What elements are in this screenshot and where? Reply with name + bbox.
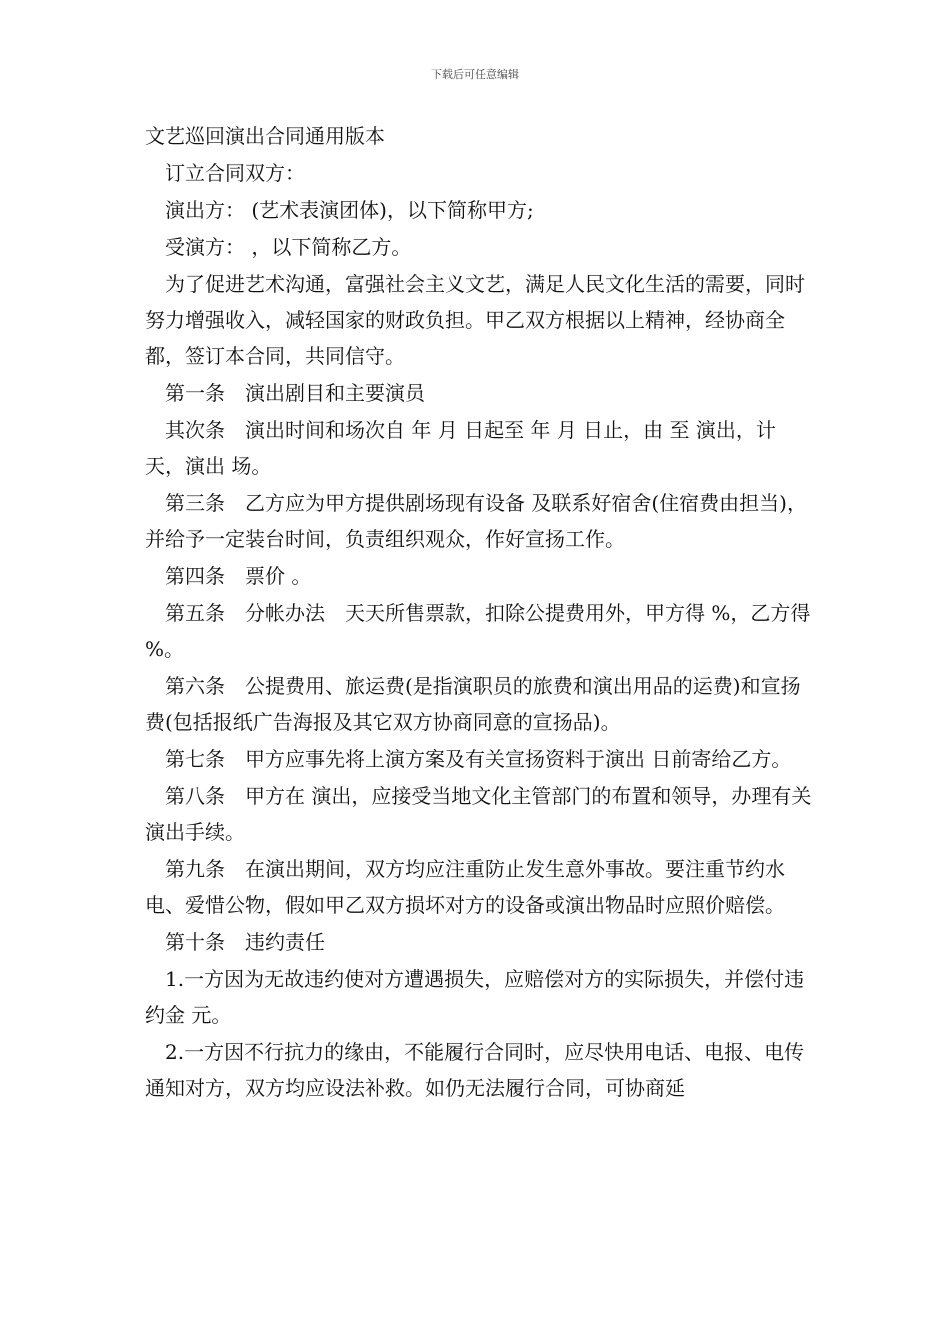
article-3: 第三条 乙方应为甲方提供剧场现有设备 及联系好宿舍(住宿费由担当)，并给予一定装台时间，负责组织观众，作好宣扬工作。 — [145, 491, 807, 551]
clause-10-1: 1.一方因为无故违约使对方遭遇损失，应赔偿对方的实际损失，并偿付违约金 元。 — [145, 967, 805, 1027]
paragraph-preamble: 为了促进艺术沟通，富强社会主义文艺，满足人民文化生活的需要，同时努力增强收入，减轻国家的财政负担。甲乙双方根据以上精神，经协商全都，签订本合同，共同信守。 — [145, 272, 805, 368]
article-9: 第九条 在演出期间，双方均应注重防止发生意外事故。要注重节约水电、爱惜公物，假如甲乙双方损坏对方的设备或演出物品时应照价赔偿。 — [145, 857, 785, 917]
article-1: 第一条 演出剧目和主要演员 — [165, 381, 425, 405]
article-2: 其次条 演出时间和场次自 年 月 日起至 年 月 日止，由 至 演出，计 天，演出 场。 — [145, 418, 776, 478]
page-header-note: 下载后可任意编辑 — [431, 68, 519, 81]
document-body — [145, 118, 815, 1107]
article-7: 第七条 甲方应事先将上演方案及有关宣扬资料于演出 日前寄给乙方。 — [165, 747, 792, 771]
article-4: 第四条 票价 。 — [165, 564, 312, 588]
paragraph-performer: 演出方： (艺术表演团体)，以下简称甲方; — [165, 198, 534, 222]
article-6: 第六条 公提费用、旅运费(是指演职员的旅费和演出用品的运费)和宣扬费(包括报纸广告海报及其它双方协商同意的宣扬品)。 — [145, 674, 801, 734]
clause-10-2: 2.一方因不行抗力的缘由，不能履行合同时，应尽快用电话、电报、电传通知对方，双方均应设法补救。如仍无法履行合同，可协商延 — [145, 1040, 805, 1100]
article-5: 第五条 分帐办法 天天所售票款，扣除公提费用外，甲方得 %，乙方得 %。 — [145, 601, 811, 661]
paragraph-parties: 订立合同双方： — [165, 161, 305, 185]
document-title: 文艺巡回演出合同通用版本 — [145, 124, 385, 148]
paragraph-receiver: 受演方： ，以下简称乙方。 — [165, 235, 412, 259]
article-8: 第八条 甲方在 演出，应接受当地文化主管部门的布置和领导，办理有关演出手续。 — [145, 784, 812, 844]
article-10: 第十条 违约责任 — [165, 930, 325, 954]
